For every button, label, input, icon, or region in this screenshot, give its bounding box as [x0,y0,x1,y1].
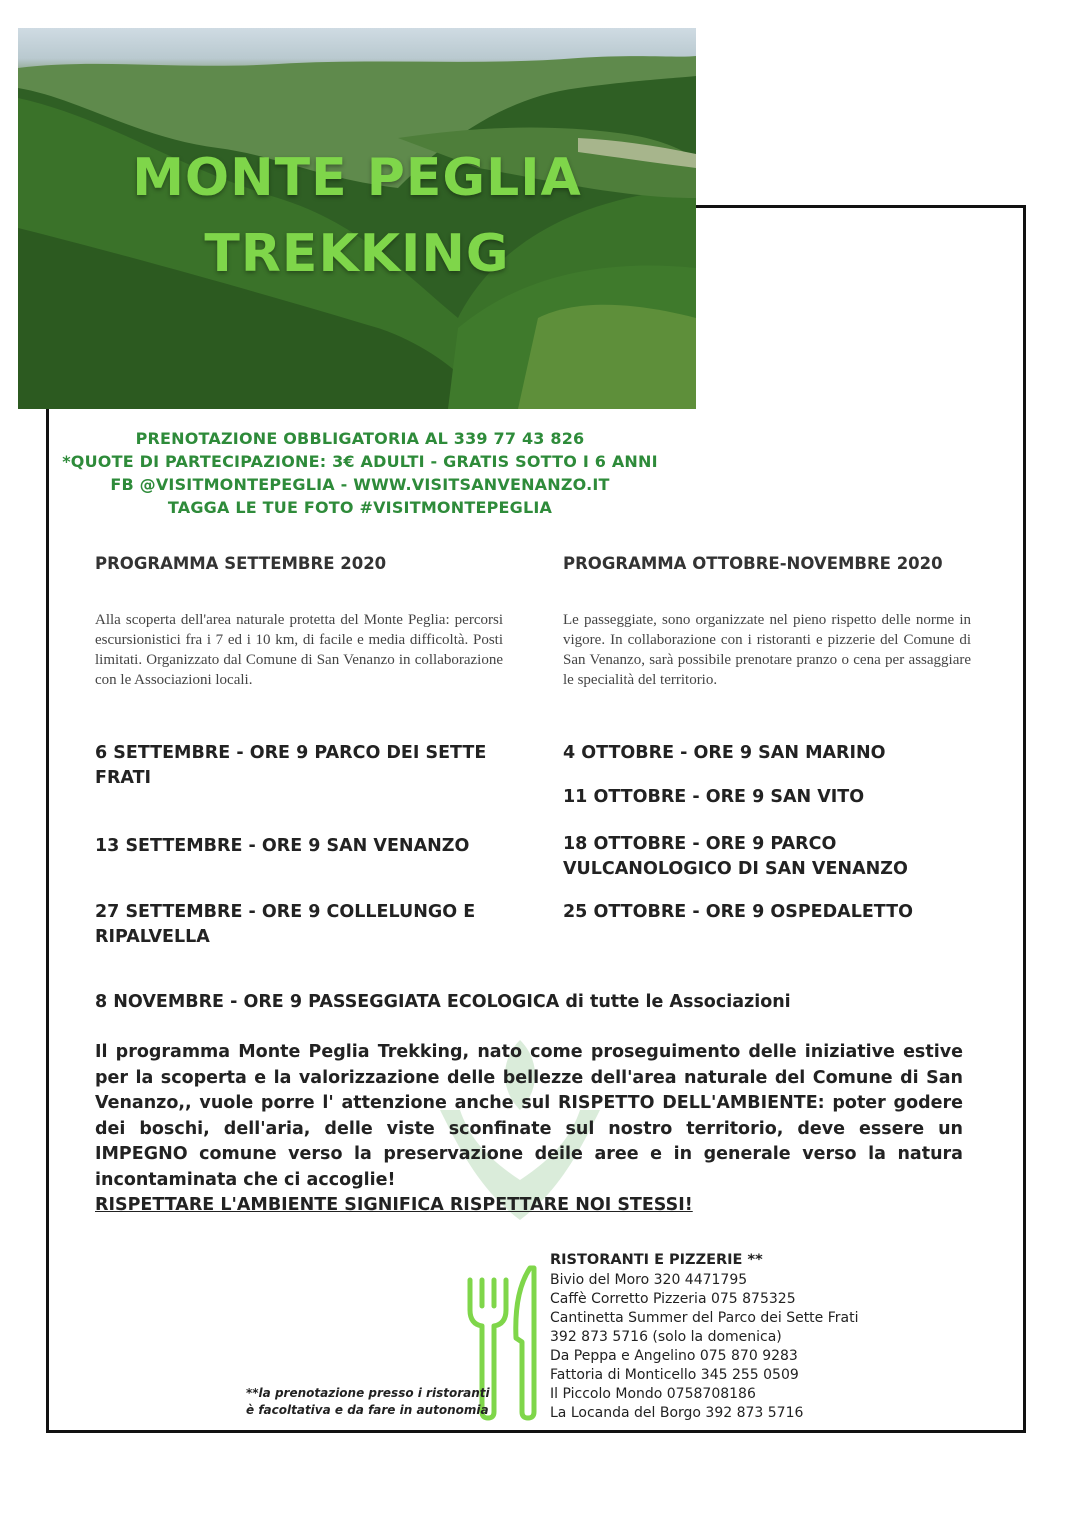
restaurant-item: 392 873 5716 (solo la domenica) [550,1329,782,1345]
footnote-line1: **la prenotazione presso i ristoranti [246,1386,490,1400]
event-oct-18: 18 OTTOBRE - ORE 9 PARCO VULCANOLOGICO DI SAN VENANZO [563,834,908,879]
october-heading: PROGRAMMA OTTOBRE-NOVEMBRE 2020 [563,554,943,573]
restaurant-item: Cantinetta Summer del Parco dei Sette Frati [550,1310,859,1326]
event-oct-11: 11 OTTOBRE - ORE 9 SAN VITO [563,787,865,807]
restaurant-item: Il Piccolo Mondo 0758708186 [550,1386,756,1402]
restaurant-item: Bivio del Moro 320 4471795 [550,1272,748,1288]
event-oct-4: 4 OTTOBRE - ORE 9 SAN MARINO [563,743,886,763]
restaurant-item: Da Peppa e Angelino 075 870 9283 [550,1348,798,1364]
event-oct-25: 25 OTTOBRE - ORE 9 OSPEDALETTO [563,902,913,922]
restaurant-item: La Locanda del Borgo 392 873 5716 [550,1405,804,1421]
event-sep-27: 27 SETTEMBRE - ORE 9 COLLELUNGO E RIPALVELLA [95,902,476,947]
event-nov-8: 8 NOVEMBRE - ORE 9 PASSEGGIATA ECOLOGICA di tutte le Associazioni [95,992,791,1012]
info-fees: *QUOTE DI PARTECIPAZIONE: 3€ ADULTI - GRATIS SOTTO I 6 ANNI [62,452,658,471]
info-social: FB @VISITMONTEPEGLIA - WWW.VISITSANVENANZO.IT [110,475,610,494]
restaurants-heading: RISTORANTI E PIZZERIE ** [550,1252,763,1268]
restaurants-list [550,1271,858,1423]
event-sep-13: 13 SETTEMBRE - ORE 9 SAN VENANZO [95,836,470,856]
september-description: Alla scoperta dell'area naturale protetta del Monte Peglia: percorsi escursionistici fra i 7 ed i 10 km, di facile e media difficoltà. Posti limitati. Organizzato dal Comune di San Venanzo in collaborazione con le Associazioni locali. [95,612,503,688]
hero-photo [18,28,696,409]
info-booking: PRENOTAZIONE OBBLIGATORIA AL 339 77 43 826 [135,429,585,448]
closing-paragraph [95,1040,963,1219]
event-sep-6: 6 SETTEMBRE - ORE 9 PARCO DEI SETTE FRATI [95,743,487,788]
restaurant-item: Fattoria di Monticello 345 255 0509 [550,1367,799,1383]
info-hashtag: TAGGA LE TUE FOTO #VISITMONTEPEGLIA [167,498,553,517]
october-description: Le passeggiate, sono organizzate nel pieno rispetto delle norme in vigore. In collaborazione con i ristoranti e pizzerie del Comune di San Venanzo, sarà possibile prenotare pranzo o cena per assaggiare le specialità del territorio. [563,612,971,688]
restaurant-item: Caffè Corretto Pizzeria 075 875325 [550,1291,796,1307]
closing-text: Il programma Monte Peglia Trekking, nato come proseguimento delle iniziative estive per la scoperta e la valorizzazione delle bellezze dell'area naturale del Comune di San Venanzo,, vuole porre l' attenzione anche sul RISPETTO DELL'AMBIENTE: poter godere dei boschi, dell'aria, delle viste sconfinate sul nostro territorio, deve essere un IMPEGNO comune verso la preservazione deile aree e in generale verso la natura incontaminata che ci accoglie! [95,1042,963,1190]
september-heading: PROGRAMMA SETTEMBRE 2020 [95,554,387,573]
mountain-landscape-image [18,28,696,409]
footnote [246,1385,490,1419]
hero-title-line2: TREKKING [204,224,510,284]
footnote-line2: è facoltativa e da fare in autonomia [246,1403,489,1417]
hero-title-line1: MONTE PEGLIA [132,148,582,208]
closing-slogan: RISPETTARE L'AMBIENTE SIGNIFICA RISPETTARE NOI STESSI! [95,1195,693,1215]
